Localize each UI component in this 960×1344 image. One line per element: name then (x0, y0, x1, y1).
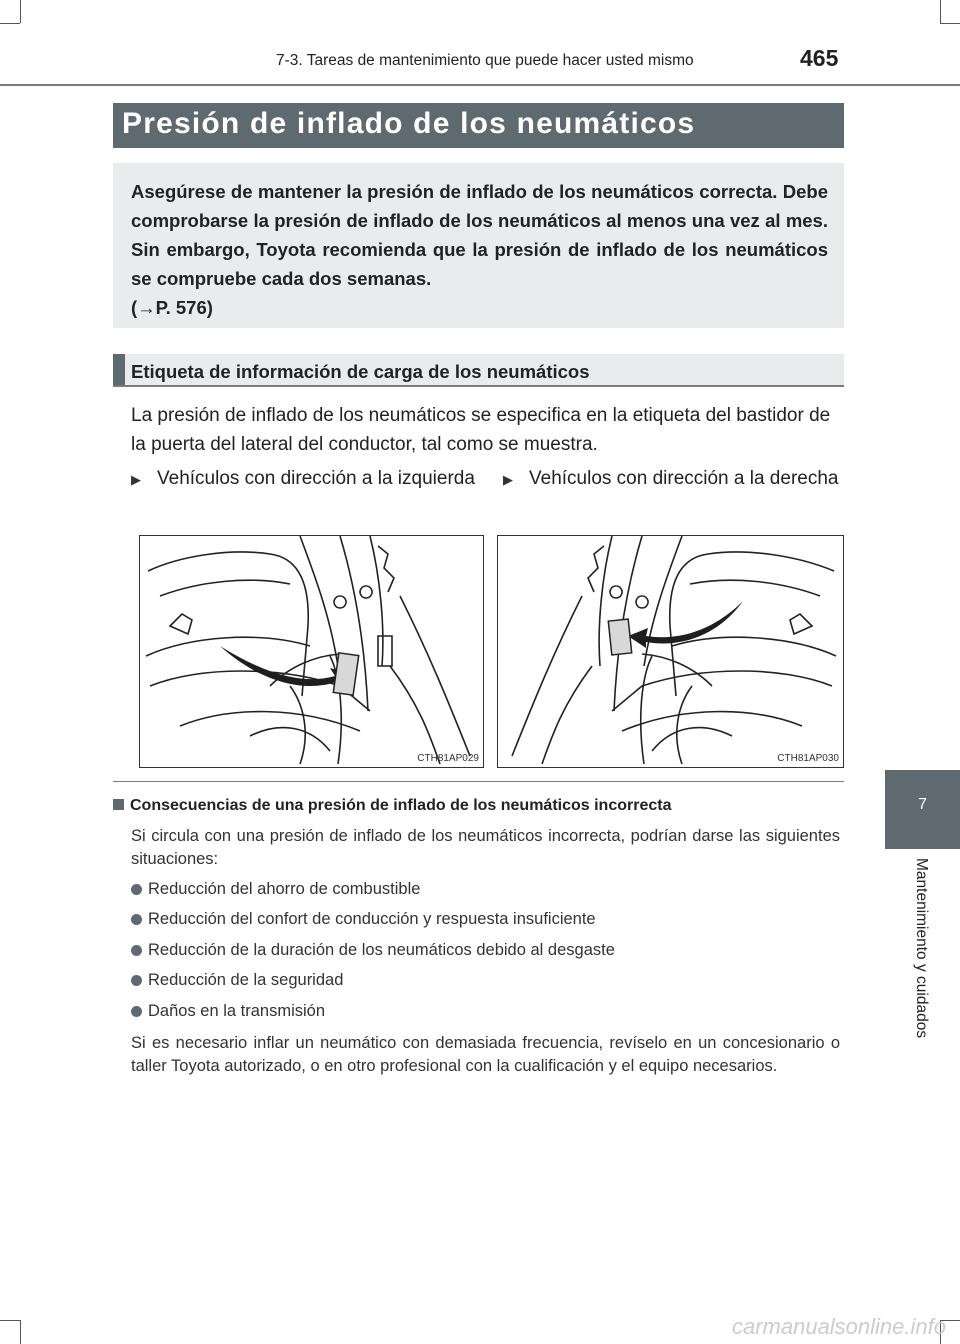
bullet-dot-icon (131, 914, 142, 925)
door-frame-illustration-left (140, 536, 482, 766)
right-column-label (503, 464, 841, 493)
tire-label (608, 619, 631, 655)
list-item (131, 880, 420, 899)
triangle-bullet-icon: ▶ (131, 472, 141, 487)
list-item-text: Reducción del ahorro de combustible (148, 880, 421, 898)
left-column-label (131, 464, 479, 493)
consequences-closing: Si es necesario inflar un neumático con demasiada frecuencia, revíselo en un concesionario o taller Toyota autorizado, o en otro profesional con la cualificación y el equipo necesarios. (131, 1034, 840, 1075)
list-item (131, 971, 343, 990)
figure-left-hand-drive (139, 535, 484, 768)
list-item-text: Reducción de la seguridad (148, 971, 344, 989)
watermark: carmanualsonline.info (731, 1314, 946, 1339)
intro-text (131, 177, 828, 322)
crop-mark (940, 0, 941, 23)
list-item-text: Reducción de la duración de los neumáticos debido al desgaste (148, 941, 615, 959)
consequences-heading-text: Consecuencias de una presión de inflado de los neumáticos incorrecta (130, 797, 672, 814)
figure-code: CTH81AP029 (417, 753, 479, 764)
figure-code: CTH81AP030 (777, 753, 839, 764)
subsection-rule (113, 385, 844, 387)
page-number: 465 (800, 45, 839, 71)
running-header: 7-3. Tareas de mantenimiento que puede hacer usted mismo (276, 52, 694, 69)
consequences-heading (113, 797, 671, 815)
intro-paragraph: Asegúrese de mantener la presión de inflado de los neumáticos correcta. Debe comprobarse la presión de inflado de los neumáticos al menos una vez al mes. Sin embargo, Toyota recomienda que la presión de inflado de los neumáticos se compruebe cada dos semanas. (131, 181, 828, 289)
list-item-text: Daños en la transmisión (148, 1002, 326, 1020)
list-item-text: Reducción del confort de conducción y respuesta insuficiente (148, 910, 596, 928)
consequences-intro: Si circula con una presión de inflado de los neumáticos incorrecta, podrían darse las siguientes situaciones: (131, 827, 840, 868)
crop-mark (940, 23, 960, 24)
subsection-heading: Etiqueta de información de carga de los neumáticos (131, 361, 590, 382)
crop-mark (0, 23, 20, 24)
crop-mark (20, 0, 21, 23)
crop-mark (20, 1320, 21, 1344)
square-bullet-icon (113, 799, 124, 810)
header-rule (0, 84, 960, 86)
figure-right-hand-drive (497, 535, 844, 768)
list-item (131, 910, 596, 929)
chapter-title (912, 858, 932, 1068)
intro-page-ref[interactable]: (→P. 576) (131, 297, 213, 318)
chapter-number: 7 (918, 796, 927, 813)
bullet-dot-icon (131, 1006, 142, 1017)
list-item (131, 941, 615, 960)
bullet-dot-icon (131, 884, 142, 895)
bullet-dot-icon (131, 945, 142, 956)
bullet-dot-icon (131, 975, 142, 986)
left-column-text: Vehículos con dirección a la izquierda (157, 468, 475, 489)
section-rule (113, 781, 844, 782)
list-item (131, 1002, 325, 1021)
door-frame-illustration-right (498, 536, 842, 766)
chapter-title-text: Mantenimiento y cuidados (913, 858, 930, 1039)
page-title: Presión de inflado de los neumáticos (122, 107, 696, 140)
label-paragraph: La presión de inflado de los neumáticos se especifica en la etiqueta del bastidor de la puerta del lateral del conductor, tal como se muestra. (131, 405, 831, 455)
subsection-accent (113, 354, 125, 386)
triangle-bullet-icon: ▶ (503, 472, 513, 487)
crop-mark (0, 1320, 20, 1321)
right-column-text: Vehículos con dirección a la derecha (529, 468, 839, 489)
